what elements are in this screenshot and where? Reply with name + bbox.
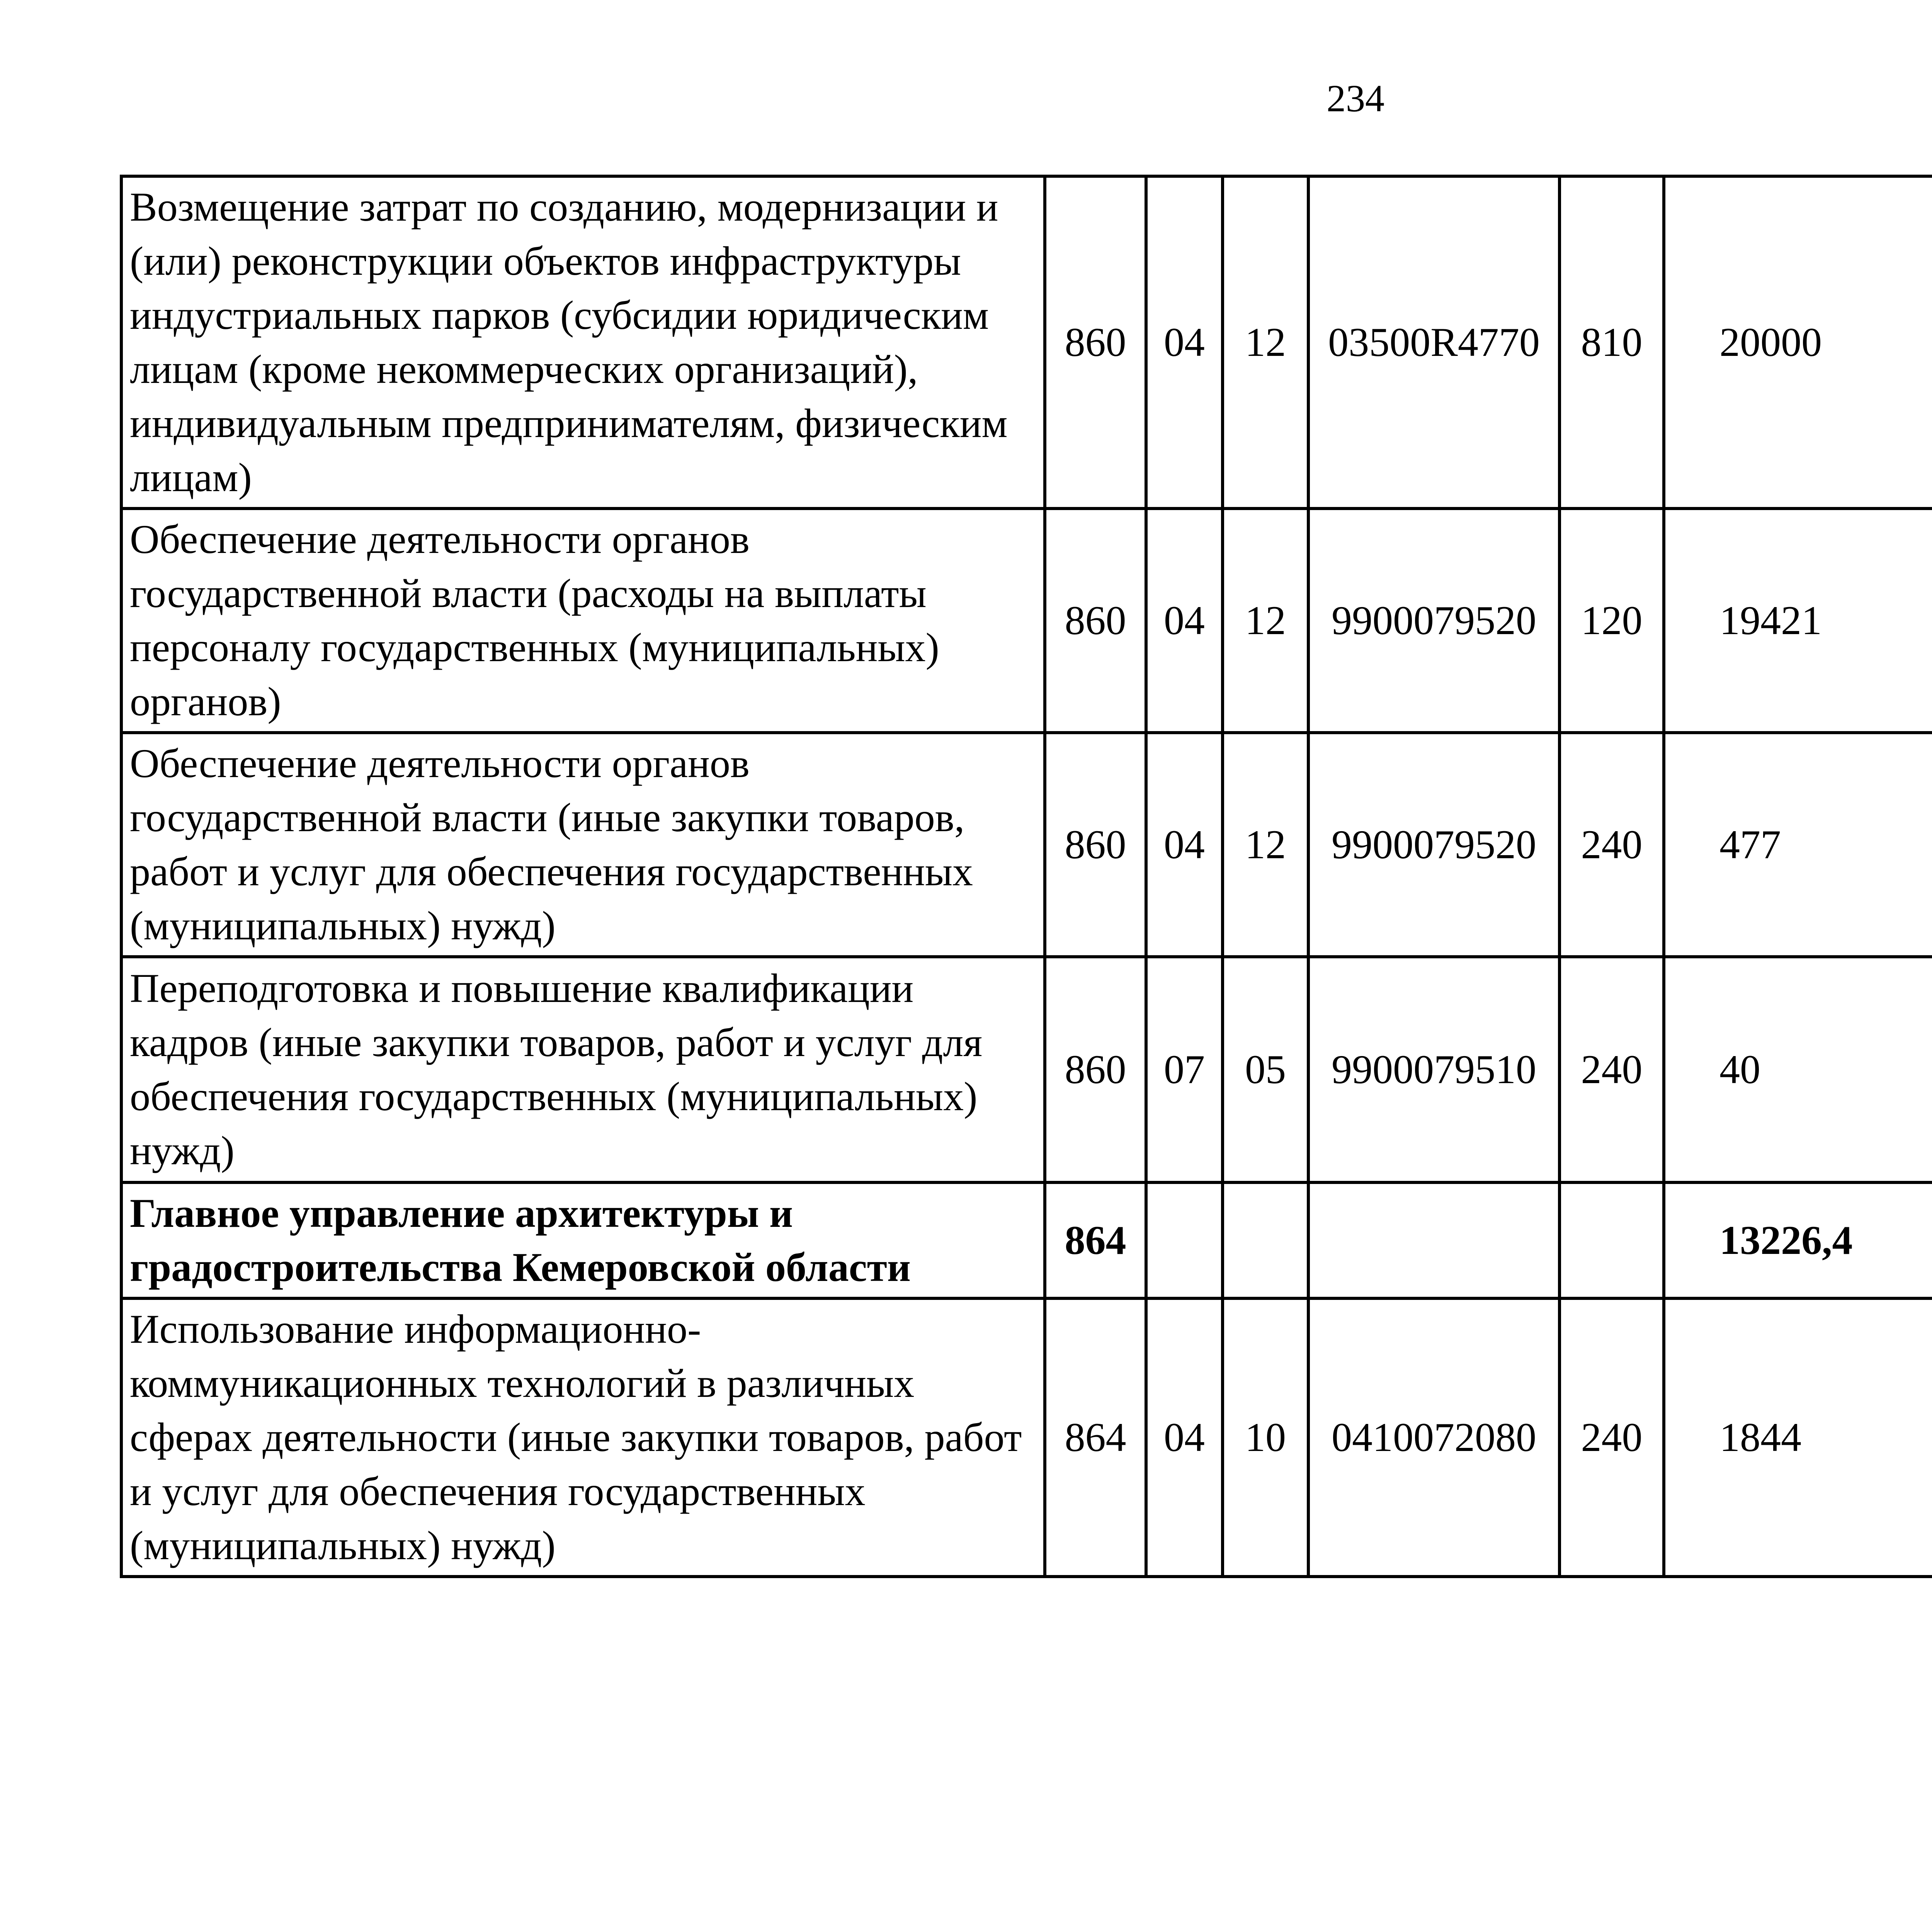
section-code: 04 [1146, 176, 1223, 509]
subsection-code: 10 [1223, 1298, 1308, 1577]
expense-type-code: 240 [1560, 733, 1664, 957]
expense-type-code: 240 [1560, 957, 1664, 1182]
section-code: 07 [1146, 957, 1223, 1182]
amount-year-1: 20000 [1664, 176, 1932, 509]
department-code: 864 [1045, 1182, 1146, 1298]
department-code: 864 [1045, 1298, 1146, 1577]
table-row [121, 1298, 1932, 1577]
department-code: 860 [1045, 509, 1146, 733]
target-item-code [1308, 1182, 1560, 1298]
amount-year-1: 477 [1664, 733, 1932, 957]
row-description: Возмещение затрат по созданию, модернизации и (или) реконструкции объектов инфраструктуры индустриальных парков (субсидии юридическим лицам (кроме некоммерческих организаций), индивидуальным предпринимателям, физическим лицам) [121, 176, 1045, 509]
amount-year-1: 40 [1664, 957, 1932, 1182]
budget-table [120, 175, 1932, 1578]
row-description: Обеспечение деятельности органов государственной власти (иные закупки товаров, работ и услуг для обеспечения государственных (муниципальных) нужд) [121, 733, 1045, 957]
target-item-code: 0410072080 [1308, 1298, 1560, 1577]
subsection-code: 12 [1223, 509, 1308, 733]
amount-year-1: 1844 [1664, 1298, 1932, 1577]
department-code: 860 [1045, 733, 1146, 957]
section-code [1146, 1182, 1223, 1298]
department-code: 860 [1045, 957, 1146, 1182]
target-item-code: 03500R4770 [1308, 176, 1560, 509]
row-description: Главное управление архитектуры и градостроительства Кемеровской области [121, 1182, 1045, 1298]
row-description: Переподготовка и повышение квалификации кадров (иные закупки товаров, работ и услуг для обеспечения государственных (муниципальных) нужд) [121, 957, 1045, 1182]
target-item-code: 9900079520 [1308, 733, 1560, 957]
subsection-code: 05 [1223, 957, 1308, 1182]
table-row [121, 509, 1932, 733]
department-code: 860 [1045, 176, 1146, 509]
subsection-code [1223, 1182, 1308, 1298]
expense-type-code: 120 [1560, 509, 1664, 733]
section-code: 04 [1146, 733, 1223, 957]
section-code: 04 [1146, 1298, 1223, 1577]
table-row-department-total [121, 1182, 1932, 1298]
table-row [121, 733, 1932, 957]
page-number: 234 [1327, 77, 1384, 120]
table-row [121, 176, 1932, 509]
amount-year-1: 13226,4 [1664, 1182, 1932, 1298]
subsection-code: 12 [1223, 733, 1308, 957]
expense-type-code: 810 [1560, 176, 1664, 509]
amount-year-1: 19421 [1664, 509, 1932, 733]
target-item-code: 9900079520 [1308, 509, 1560, 733]
table-row [121, 957, 1932, 1182]
expense-type-code [1560, 1182, 1664, 1298]
row-description: Обеспечение деятельности органов государственной власти (расходы на выплаты персоналу государственных (муниципальных) органов) [121, 509, 1045, 733]
subsection-code: 12 [1223, 176, 1308, 509]
expense-type-code: 240 [1560, 1298, 1664, 1577]
target-item-code: 9900079510 [1308, 957, 1560, 1182]
row-description: Использование информационно-коммуникационных технологий в различных сферах деятельности (иные закупки товаров, работ и услуг для обеспечения государственных (муниципальных) нужд) [121, 1298, 1045, 1577]
section-code: 04 [1146, 509, 1223, 733]
